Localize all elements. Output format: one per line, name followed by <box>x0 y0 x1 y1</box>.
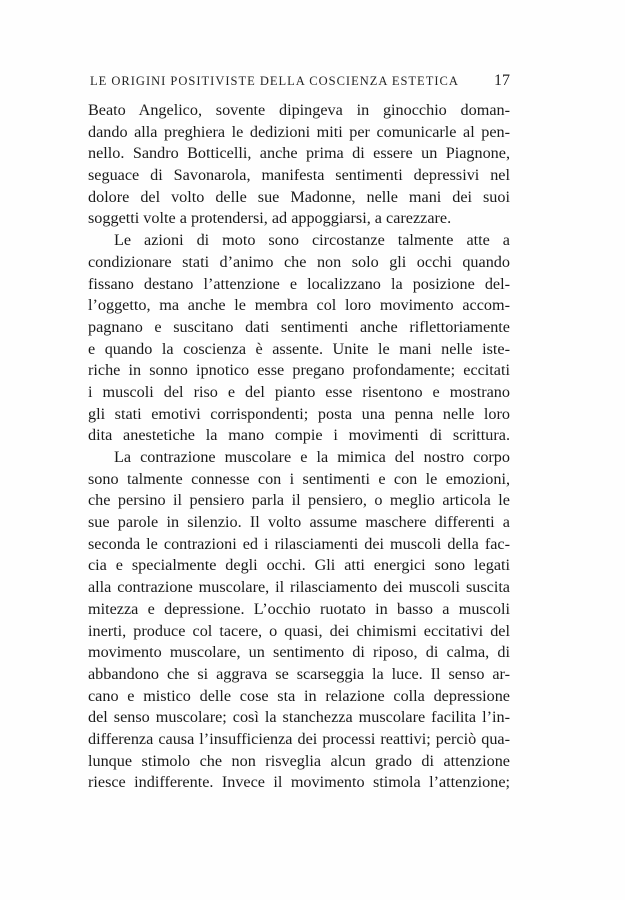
body-text <box>88 100 510 794</box>
paragraph-3 <box>88 447 510 794</box>
text-line: del senso muscolare; così la stanchezza muscolare facilita l’in- <box>88 708 510 727</box>
text-line: gli stati emotivi corrispondenti; posta una penna nelle loro <box>88 404 510 423</box>
text-line: inerti, produce col tacere, o quasi, dei chimismi eccitativi del <box>88 621 510 640</box>
text-line: alla contrazione muscolare, il rilasciamento dei muscoli suscita <box>88 578 510 597</box>
running-head <box>90 72 510 96</box>
text-line: Le azioni di moto sono circostanze talmente atte a <box>114 231 510 250</box>
text-line: cia e specialmente degli occhi. Gli atti energici sono legati <box>88 556 510 575</box>
text-line: cano e mistico delle cose sta in relazione colla depressione <box>88 686 510 705</box>
paragraph-1 <box>88 100 510 230</box>
text-line: fissano destano l’attenzione e localizzano la posizione del- <box>88 274 510 293</box>
text-line: pagnano e suscitano dati sentimenti anche riflettoriamente <box>88 317 510 336</box>
paragraph-2 <box>88 230 510 447</box>
text-line: dando alla preghiera le dedizioni miti per comunicarle al pen- <box>88 122 510 141</box>
text-line: i muscoli del riso e del pianto esse risentono e mostrano <box>88 382 510 401</box>
text-line: seconda le contrazioni ed i rilasciamenti dei muscoli della fac- <box>88 534 510 553</box>
text-line: condizionare stati d’animo che non solo gli occhi quando <box>88 252 510 271</box>
page-number: 17 <box>494 72 510 89</box>
text-line: dolore del volto delle sue Madonne, nelle mani dei suoi <box>88 187 510 206</box>
text-line: riesce indifferente. Invece il movimento stimola l’attenzione; <box>88 773 510 792</box>
text-line: Beato Angelico, sovente dipingeva in ginocchio doman- <box>88 101 510 119</box>
text-line: e quando la coscienza è assente. Unite le mani nelle iste- <box>88 339 510 358</box>
text-line: soggetti volte a protendersi, ad appoggiarsi, a carezzare. <box>88 209 452 228</box>
text-line: sono talmente connesse con i sentimenti e con le emozioni, <box>88 469 510 488</box>
text-line: La contrazione muscolare e la mimica del nostro corpo <box>114 448 510 466</box>
text-line: l’oggetto, ma anche le membra col loro movimento accom- <box>88 296 510 315</box>
text-line: abbandono che si aggrava se scarseggia la luce. Il senso ar- <box>88 664 510 683</box>
text-line: sue parole in silenzio. Il volto assume maschere differenti a <box>88 513 510 532</box>
text-line: differenza causa l’insufficienza dei processi reattivi; perciò qua- <box>88 729 510 748</box>
text-line: seguace di Savonarola, manifesta sentimenti depressivi nel <box>88 166 510 185</box>
text-line: riche in sonno ipnotico esse pregano profondamente; eccitati <box>88 361 510 380</box>
text-line: movimento muscolare, un sentimento di riposo, di calma, di <box>88 643 510 662</box>
text-line: dita anestetiche la mano compie i movimenti di scrittura. <box>88 426 510 445</box>
text-line: mitezza e depressione. L’occhio ruotato in basso a muscoli <box>88 599 510 618</box>
text-line: nello. Sandro Botticelli, anche prima di essere un Piagnone, <box>88 144 510 163</box>
text-line: che persino il pensiero parla il pensiero, o meglio articola le <box>88 491 510 510</box>
running-head-title: LE ORIGINI POSITIVISTE DELLA COSCIENZA ESTETICA <box>90 74 459 88</box>
text-line: lunque stimolo che non risveglia alcun grado di attenzione <box>88 751 510 770</box>
